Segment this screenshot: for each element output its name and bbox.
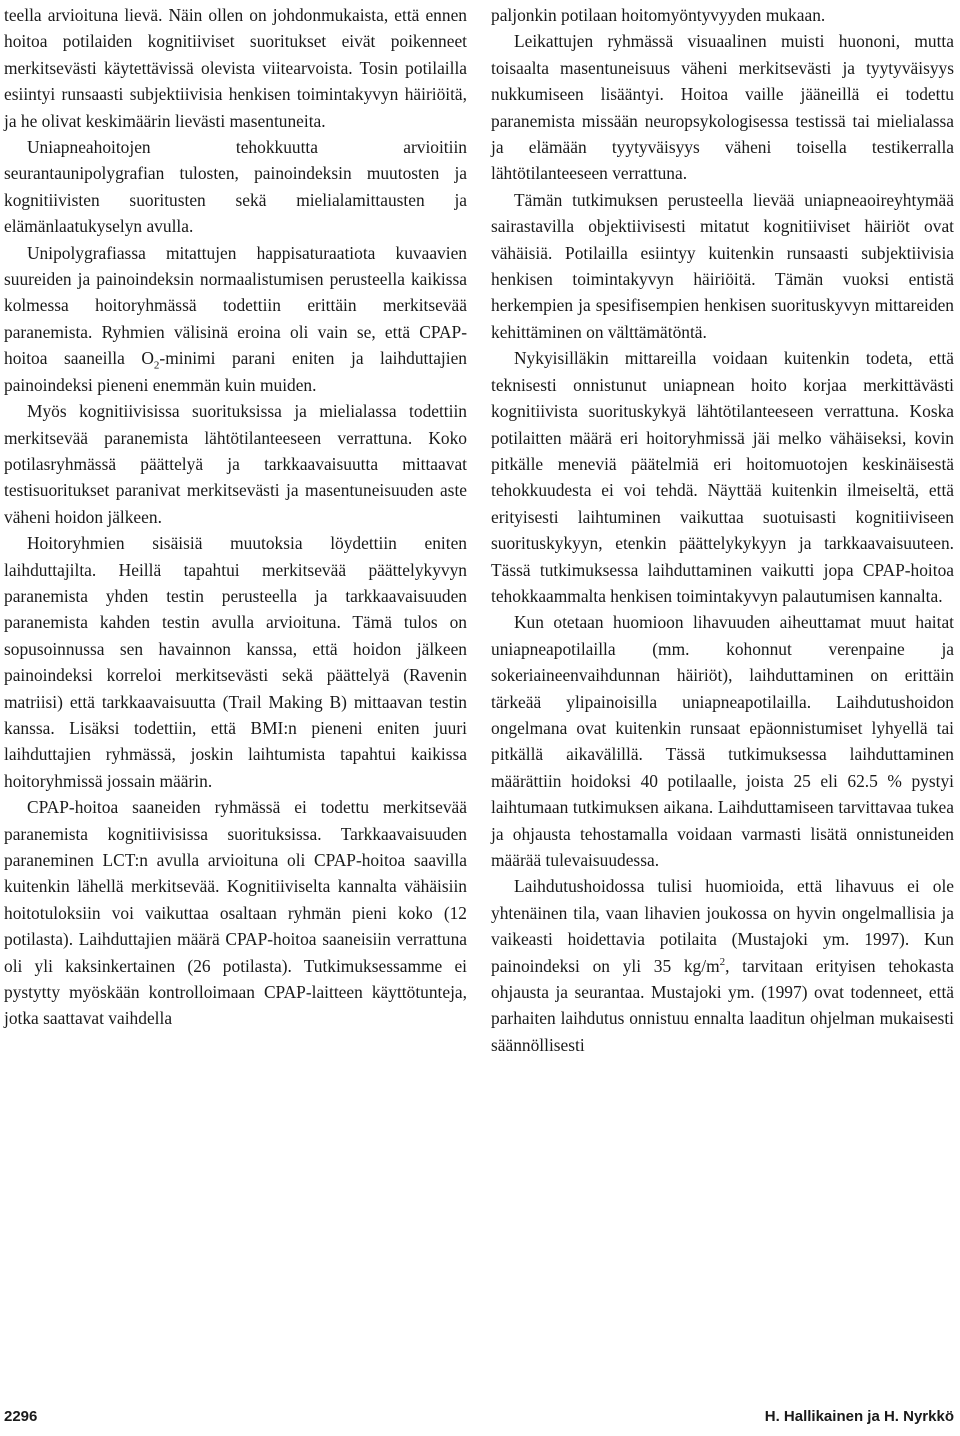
paragraph-text: , tarvitaan erityisen tehokasta ohjausta ja seurantaa. Mustajoki ym. (1997) ovat todenneet, että parhaiten laihdutus onnistuu ennalta laaditun ohjelman mukaisesti säännöllisesti — [491, 955, 955, 1055]
left-column — [4, 2, 467, 1032]
paragraph: Kun otetaan huomioon lihavuuden aiheuttamat muut haitat uniapneapotilailla (mm. kohonnut verenpaine ja sokeriaineenvaihdunnan häiriöt), laihduttaminen on erittäin tärkeää ylipainoisilla uniapneapotilailla. Laihdutushoidon ongelmana ovat kuitenkin runsaat epäonnistumiset lyhyellä tai pitkällä aikavälillä. Tässä tutkimuksessa laihduttaminen määrättiin hoidoksi 40 potilaalle, joista 25 eli 62.5 % pystyi laihtumaan tutkimuksen aikana. Laihduttamiseen tarvittavaa tukea ja ohjausta tehostamalla voidaan varmasti lisätä onnistuneiden määrää tulevaisuudessa. — [491, 612, 954, 870]
right-column — [491, 2, 954, 1058]
paragraph: Tämän tutkimuksen perusteella lievää uniapneaoireyhtymää sairastavilla objektiivisesti mitatut kognitiiviset häiriöt ovat vähäisiä. Potilailla esiintyy kuitenkin runsaasti subjektiivisia henkisen toimintakyvyn häiriöitä. Tämän vuoksi entistä herkempien ja spesifisempien henkisen suorituskyvyn mittareiden kehittäminen on välttämätöntä. — [491, 189, 954, 342]
paragraph: Hoitoryhmien sisäisiä muutoksia löydettiin eniten laihduttajilta. Heillä tapahtui merkitsevää päättelykyvyn paranemista yhden testin perusteella ja tarkkaavaisuuden paranemista kahden testin avulla arvioituna. Tämä tulos on sopusoinnussa sen havainnon kanssa, että hoidon jälkeen painoindeksi korreloi merkitsevästi sekä päättelyä (Ravenin matriisi) että tarkkaavaisuutta (Trail Making B) mittaavan testin kanssa. Lisäksi todettiin, että BMI:n pieneni eniten juuri laihduttajien ryhmässä, joskin laihtumista tapahtui kaikissa hoitoryhmissä jossain määrin. — [4, 533, 467, 791]
page-footer — [4, 1408, 954, 1430]
paragraph: CPAP-hoitoa saaneiden ryhmässä ei todettu merkitsevää paranemista kognitiivisissa suorituksissa. Tarkkaavaisuuden paraneminen LCT:n avulla arvioituna oli CPAP-hoitoa saavilla kuitenkin lähellä merkitsevää. Kognitiiviselta kannalta vähäisiin hoitotuloksiin voi vaikuttaa osaltaan ryhmän pieni koko (12 potilasta). Laihduttajien määrä CPAP-hoitoa saaneisiin verrattuna oli yli kaksinkertainen (26 potilasta). Tutkimuksessamme ei pystytty myöskään kontrolloimaan CPAP-laitteen käyttötunteja, jotka saattavat vaihdella — [4, 797, 467, 1029]
superscript: 2 — [719, 955, 726, 968]
paragraph — [491, 873, 954, 1058]
paragraph: teella arvioituna lievä. Näin ollen on johdonmukaista, että ennen hoitoa potilaiden kognitiiviset suoritukset eivät poikenneet merkitsevästi käytettävissä olevista viitearvoista. Tosin potilailla esiintyi runsaasti subjektiivisia henkisen toimintakyvyn häiriöitä, ja he olivat keskimäärin lievästi masentuneita. — [4, 5, 467, 131]
running-author: H. Hallikainen ja H. Nyrkkö — [764, 1408, 954, 1425]
paragraph: Leikattujen ryhmässä visuaalinen muisti huononi, mutta toisaalta masentuneisuus väheni merkitsevästi ja tyytyväisyys nukkumiseen lisääntyi. Hoitoa vaille jääneillä ei todettu paranemista missään neuropsykologisessa testissä tai mielialassa ja elämään tyytyväisyys väheni toisella testikerralla lähtötilanteeseen verrattuna. — [491, 31, 954, 184]
paragraph-text: -minimi parani eniten ja laihduttajien painoindeksi pieneni enemmän kuin muiden. — [4, 348, 467, 395]
subscript: 2 — [153, 359, 160, 372]
paragraph: Nykyisilläkin mittareilla voidaan kuitenkin todeta, että teknisesti onnistunut uniapnean hoito korjaa merkittävästi kognitiivista suorituskykyä lähtötilanteeseen verrattuna. Koska potilaitten määrä eri hoitoryhmissä jäi melko vähäiseksi, kovin pitkälle meneviä päätelmiä eri hoitomuotojen keskinäisestä tehokkuudesta ei voi tehdä. Näyttää kuitenkin ilmeiseltä, että erityisesti laihtuminen vaikuttaa suotuisasti kognitiiviseen suorituskykyyn, etenkin päättelykykyyn ja tarkkaavaisuuteen. Tässä tutkimuksessa laihduttaminen vaikutti jopa CPAP-hoitoa tehokkaammalta henkisen toimintakyvyn palautumisen kannalta. — [491, 348, 954, 606]
paragraph: Uniapneahoitojen tehokkuutta arvioitiin seurantaunipolygrafian tulosten, painoindeksin muutosten ja kognitiivisten suoritusten sekä mielialamittausten ja elämänlaatukyselyn avulla. — [4, 137, 467, 237]
paragraph: Myös kognitiivisissa suorituksissa ja mielialassa todettiin merkitsevää paranemista lähtötilanteeseen verrattuna. Koko potilasryhmässä päättelyä ja tarkkaavaisuutta mittaavat testisuoritukset paranivat merkitsevästi ja masentuneisuuden aste väheni hoidon jälkeen. — [4, 401, 467, 527]
paragraph-text: Unipolygrafiassa mitattujen happisaturaatiota kuvaavien suureiden ja painoindeksin normaalistumisen perusteella kaikissa kolmessa hoitoryhmässä todettiin erittäin merkitsevää paranemista. Ryhmien välisinä eroina oli vain se, että CPAP-hoitoa saaneilla O — [4, 242, 467, 369]
paragraph — [4, 240, 467, 398]
page-number: 2296 — [4, 1408, 38, 1425]
paragraph: paljonkin potilaan hoitomyöntyvyyden mukaan. — [491, 5, 826, 25]
paragraph-text: Laihdutushoidossa tulisi huomioida, että lihavuus ei ole yhtenäinen tila, vaan lihavien joukossa on hyvin ongelmallisia ja vaikeasti hoidettavia potilaita (Mustajoki ym. 1997). Kun painoindeksi on yli 35 kg/m — [491, 876, 954, 976]
